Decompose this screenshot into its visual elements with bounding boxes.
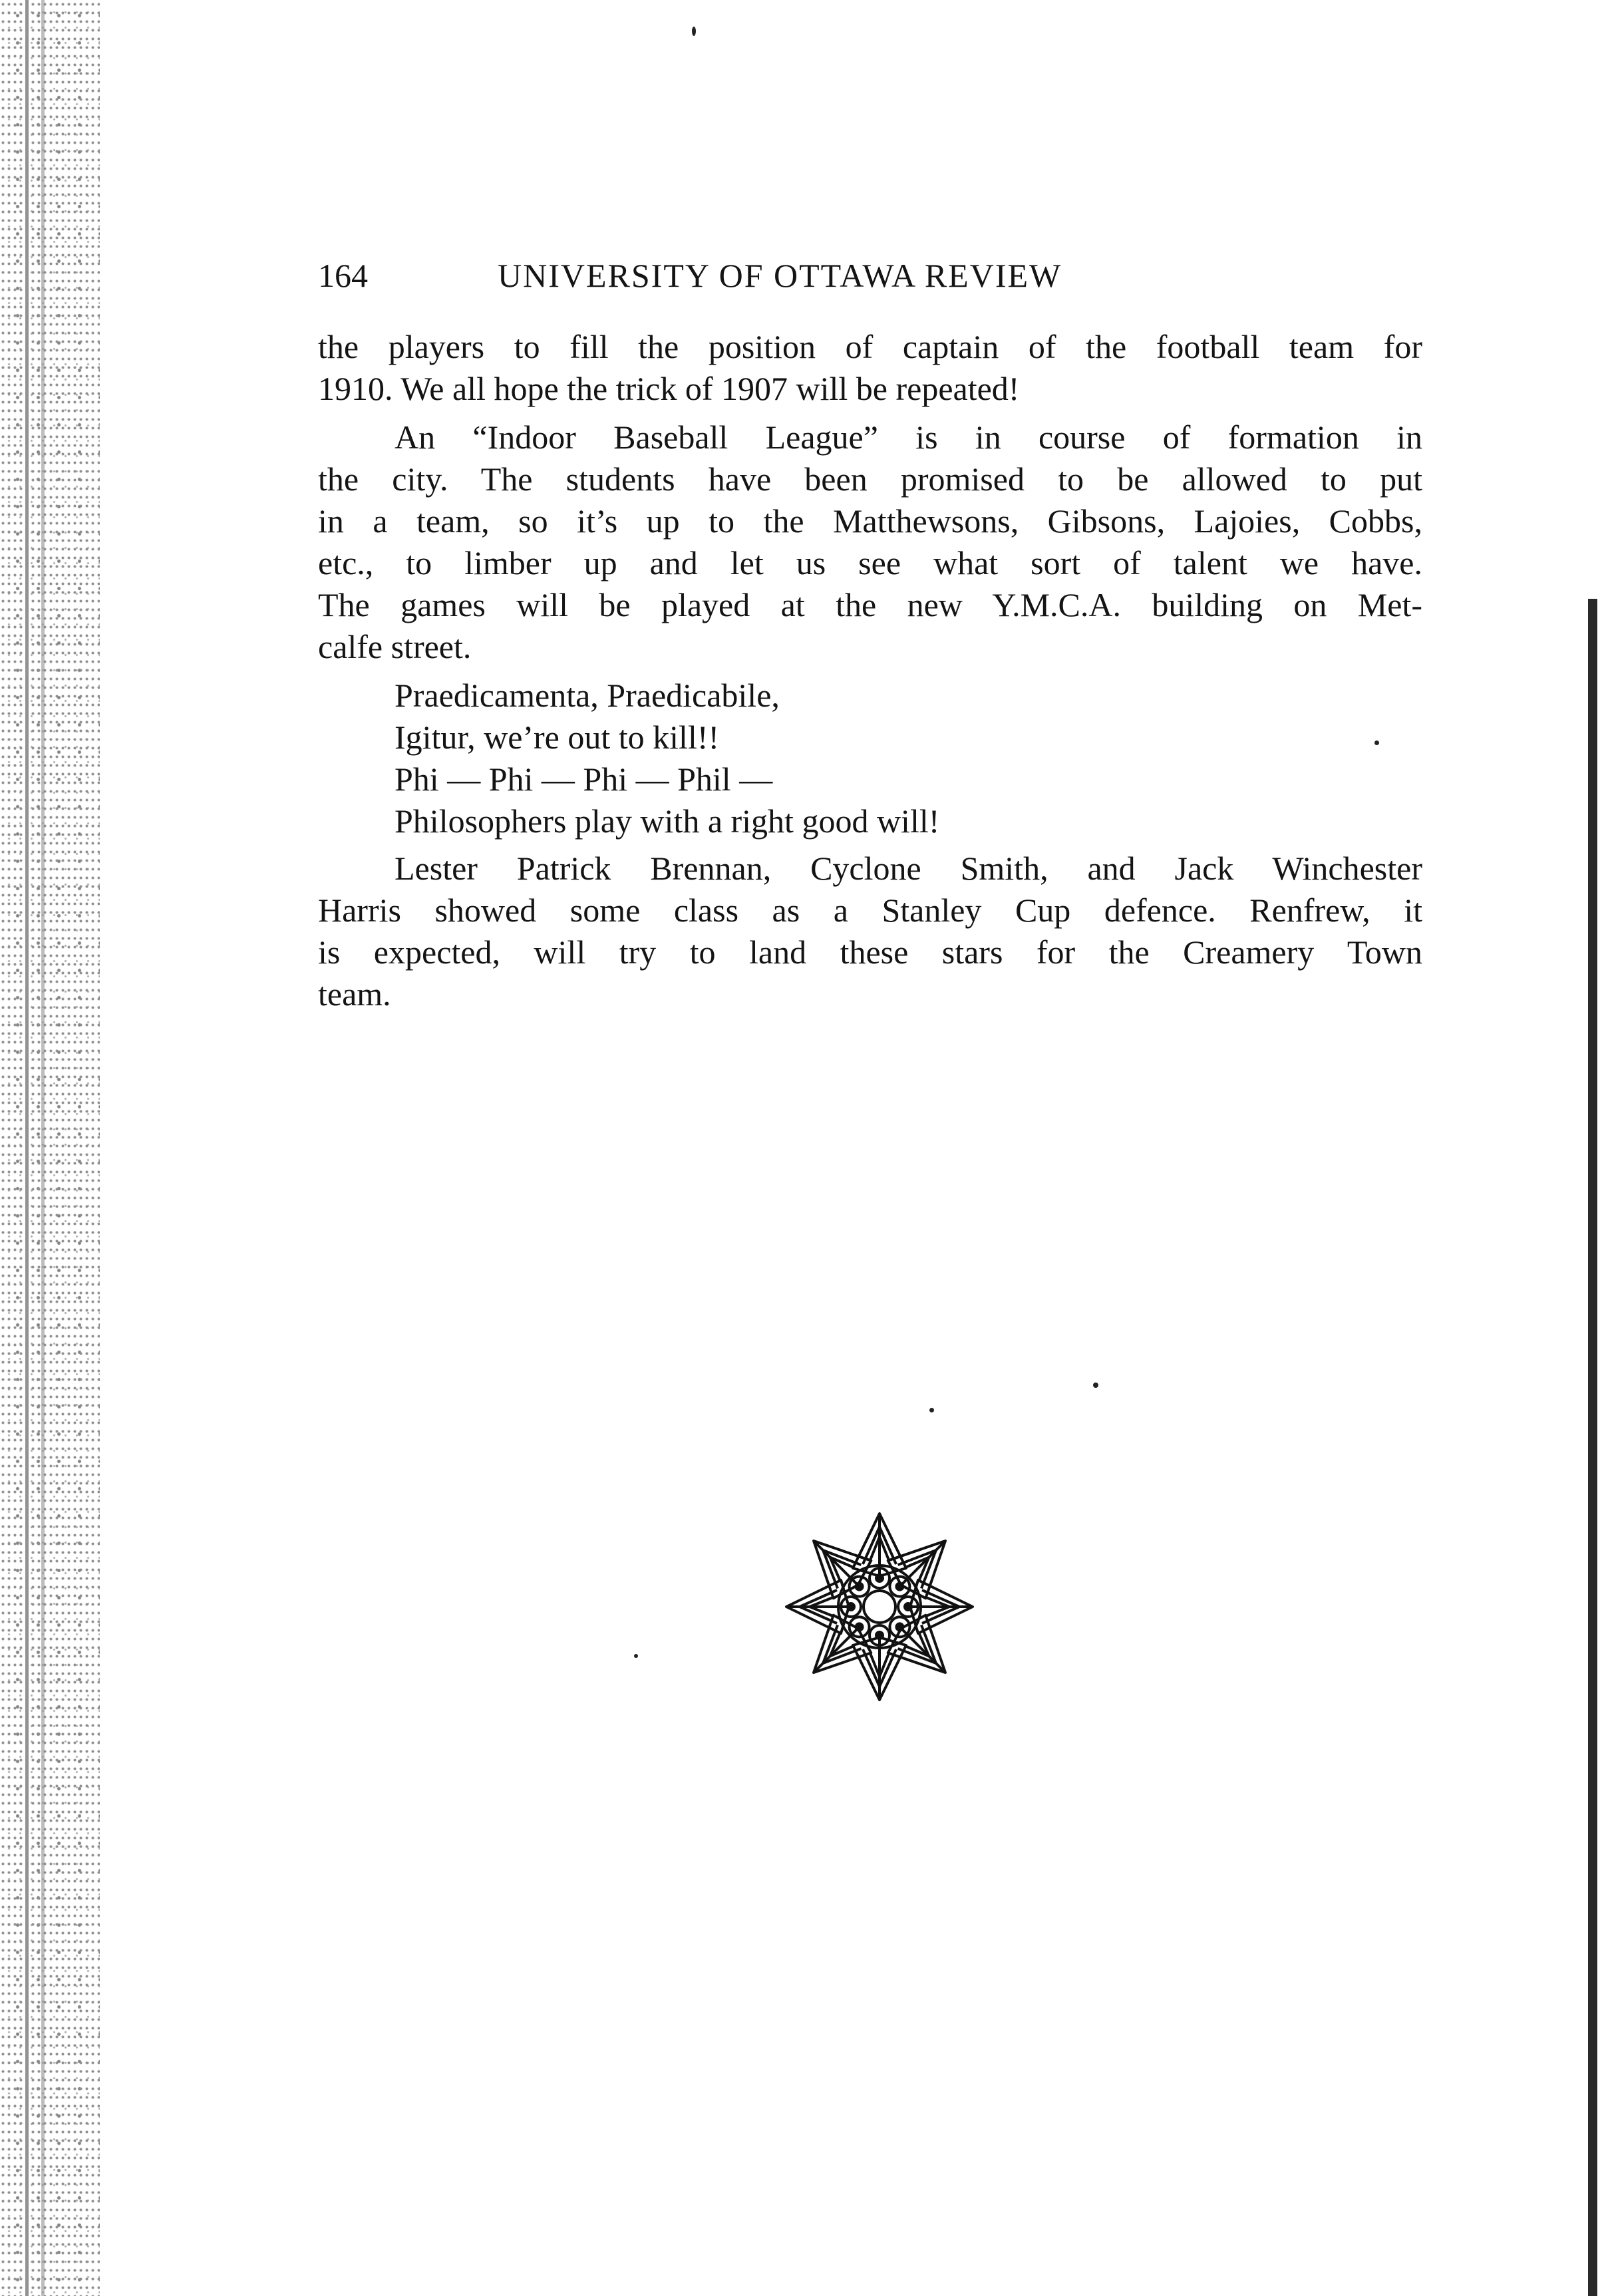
scan-speck: [1374, 740, 1379, 745]
verse-line: Praedicamenta, Praedicabile,: [395, 677, 780, 714]
verse-line: Philosophers play with a right good will!: [395, 802, 940, 840]
binding-rule: [41, 0, 45, 2296]
verse-line: Igitur, we’re out to kill!!: [395, 719, 720, 756]
paragraph-continuation: [318, 326, 1422, 410]
text-line: the players to fill the position of captain of the football team for: [318, 328, 1422, 365]
scan-speck: [692, 27, 696, 36]
scan-speck: [929, 1408, 934, 1412]
page-header: [318, 256, 1422, 309]
scan-binding-edge-right: [1573, 0, 1600, 2296]
text-line: 1910. We all hope the trick of 1907 will be repeated!: [318, 370, 1020, 407]
text-line: An “Indoor Baseball League” is in course of formation in: [395, 418, 1422, 456]
text-line: Lester Patrick Brennan, Cyclone Smith, and Jack Winchester: [395, 850, 1422, 887]
verse-stanza: [395, 675, 1422, 842]
text-line: Harris showed some class as a Stanley Cup defence. Renfrew, it: [318, 892, 1422, 929]
scan-speck: [1093, 1383, 1098, 1388]
text-line: calfe street.: [318, 628, 472, 665]
scan-speck: [634, 1654, 638, 1658]
binding-rule: [25, 0, 29, 2296]
scan-binding-edge-left: [0, 0, 100, 2296]
verse-line: Phi — Phi — Phi — Phil —: [395, 760, 773, 798]
rosette-ornament-icon: [780, 1507, 979, 1707]
page-number: 164: [318, 257, 368, 294]
text-line: etc., to limber up and let us see what sort of talent we have.: [318, 544, 1422, 581]
running-title: UNIVERSITY OF OTTAWA REVIEW: [498, 257, 1062, 294]
page-body: [318, 326, 1422, 1015]
text-line: in a team, so it’s up to the Matthewsons, Gibsons, Lajoies, Cobbs,: [318, 502, 1422, 540]
paragraph-stanley-cup: [318, 848, 1422, 1015]
text-line: the city. The students have been promised to be allowed to put: [318, 460, 1422, 498]
text-line: The games will be played at the new Y.M.C.A. building on Met-: [318, 586, 1422, 623]
binding-rule: [1588, 599, 1597, 2296]
paragraph-indoor-baseball: [318, 416, 1422, 668]
text-line: is expected, will try to land these stars for the Creamery Town: [318, 933, 1422, 971]
text-line: team.: [318, 975, 391, 1013]
